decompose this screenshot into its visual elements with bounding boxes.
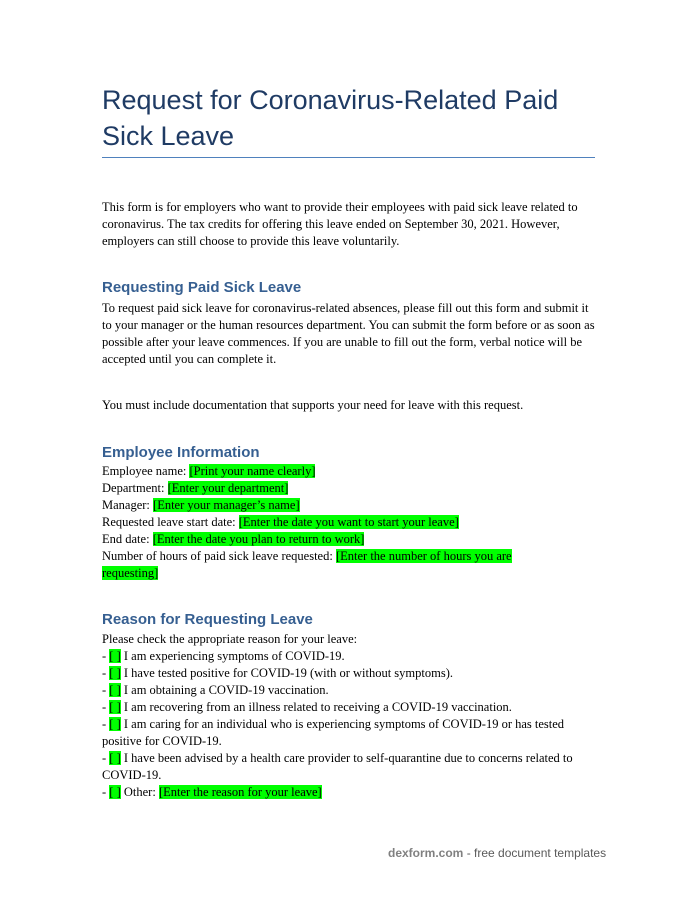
reason-checkbox-self-quarantine[interactable]: [ ] (109, 751, 121, 765)
reason-option-vaccination (102, 682, 595, 699)
manager-label: Manager: (102, 498, 150, 512)
department-row (102, 480, 595, 497)
hours-field-part-1[interactable]: [Enter the number of hours you are (335, 549, 512, 563)
other-label: Other: (123, 785, 156, 799)
reason-list (102, 631, 595, 801)
reason-checkbox-caring[interactable]: [ ] (109, 717, 121, 731)
reason-checkbox-tested-positive[interactable]: [ ] (109, 666, 121, 680)
employee-name-label: Employee name: (102, 464, 187, 478)
footer-text: - free document templates (463, 846, 607, 860)
hours-row-continued (102, 565, 595, 582)
employee-info-heading: Employee Information (102, 444, 260, 461)
reason-checkbox-symptoms[interactable]: [ ] (109, 649, 121, 663)
reason-option-caring (102, 716, 595, 750)
page-title (102, 82, 602, 154)
footer (388, 846, 606, 860)
other-reason-field[interactable]: [Enter the reason for your leave] (158, 785, 322, 799)
option-dash: - (102, 666, 107, 680)
requesting-heading: Requesting Paid Sick Leave (102, 279, 302, 296)
intro-paragraph: This form is for employers who want to provide their employees with paid sick leave related to coronavirus. The tax credits for offering this leave ended on September 30, 2021. However, employers can still choose to provide this leave voluntarily. (102, 200, 578, 248)
reason-checkbox-other[interactable]: [ ] (109, 785, 121, 799)
start-date-row (102, 514, 595, 531)
reason-heading: Reason for Requesting Leave (102, 611, 313, 628)
hours-label: Number of hours of paid sick leave requested: (102, 549, 333, 563)
title-line-1: Request for Coronavirus-Related Paid (102, 85, 559, 115)
end-date-row (102, 531, 595, 548)
option-dash: - (102, 683, 107, 697)
reason-option-label: I am obtaining a COVID-19 vaccination. (123, 683, 329, 697)
hours-field-part-2[interactable]: requesting] (102, 566, 159, 580)
reason-intro: Please check the appropriate reason for your leave: (102, 632, 358, 646)
reason-option-tested-positive (102, 665, 595, 682)
requesting-paragraph: To request paid sick leave for coronavirus-related absences, please fill out this form and submit it to your manager or the human resources department. You can submit the form before or as soon as possible after your leave commences. If you are unable to fill out the form, verbal notice will be accepted until you can complete it. (102, 301, 595, 366)
manager-field[interactable]: [Enter your manager’s name] (153, 498, 300, 512)
employee-info-fields (102, 463, 595, 582)
reason-option-vaccine-recovery (102, 699, 595, 716)
reason-checkbox-vaccine-recovery[interactable]: [ ] (109, 700, 121, 714)
option-dash: - (102, 717, 107, 731)
reason-option-symptoms (102, 648, 595, 665)
hours-row (102, 548, 595, 565)
department-field[interactable]: [Enter your department] (167, 481, 289, 495)
option-dash: - (102, 751, 107, 765)
reason-checkbox-vaccination[interactable]: [ ] (109, 683, 121, 697)
option-dash: - (102, 700, 107, 714)
reason-option-label: I have been advised by a health care provider to self-quarantine due to concerns related to COVID-19. (102, 751, 573, 782)
reason-option-other (102, 784, 595, 801)
start-date-field[interactable]: [Enter the date you want to start your leave] (238, 515, 459, 529)
employee-name-field[interactable]: [Print your name clearly] (189, 464, 316, 478)
end-date-field[interactable]: [Enter the date you plan to return to work] (152, 532, 365, 546)
footer-brand-link[interactable]: dexform.com (388, 846, 464, 860)
employee-name-row (102, 463, 595, 480)
option-dash: - (102, 785, 107, 799)
start-date-label: Requested leave start date: (102, 515, 236, 529)
reason-option-label: I am caring for an individual who is experiencing symptoms of COVID-19 or has tested positive for COVID-19. (102, 717, 565, 748)
reason-option-label: I have tested positive for COVID-19 (with or without symptoms). (123, 666, 453, 680)
department-label: Department: (102, 481, 165, 495)
reason-option-label: I am experiencing symptoms of COVID-19. (123, 649, 345, 663)
manager-row (102, 497, 595, 514)
reason-option-self-quarantine (102, 750, 595, 784)
option-dash: - (102, 649, 107, 663)
reason-option-label: I am recovering from an illness related to receiving a COVID-19 vaccination. (123, 700, 512, 714)
title-divider (102, 157, 595, 158)
documentation-note: You must include documentation that supports your need for leave with this request. (102, 398, 524, 412)
title-line-2: Sick Leave (102, 121, 235, 151)
end-date-label: End date: (102, 532, 150, 546)
